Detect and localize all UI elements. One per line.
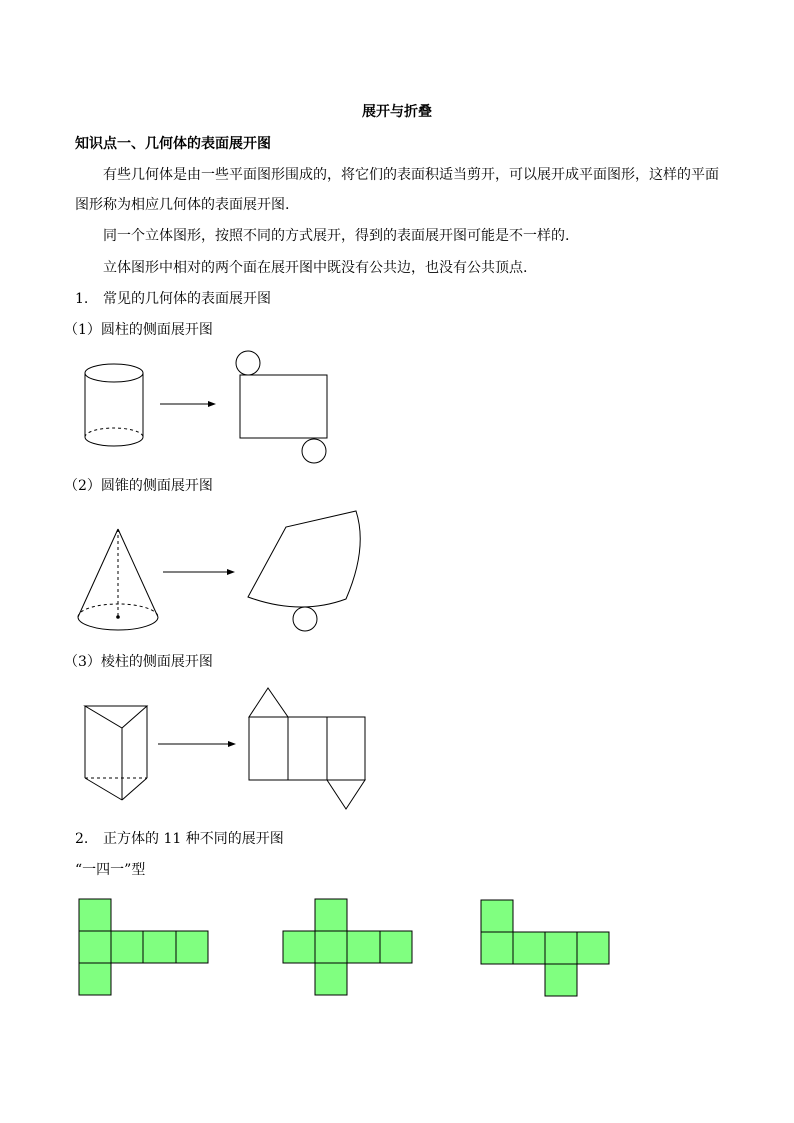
- cylinder-net-rectangle: [240, 375, 327, 438]
- cube-net-square: [513, 932, 545, 964]
- item-1-number: 1.: [75, 291, 89, 307]
- cube-net-square: [545, 932, 577, 964]
- cone-left-edge: [78, 529, 118, 617]
- prism-bottom-right: [122, 778, 147, 800]
- cylinder-net-bottom-circle: [302, 439, 326, 463]
- cone-base-front: [78, 617, 158, 630]
- section-heading: 知识点一、几何体的表面展开图: [75, 136, 271, 152]
- cube-net-square: [481, 900, 513, 932]
- prism-net-bottom-triangle: [327, 780, 365, 809]
- cube-net-square: [79, 899, 111, 931]
- item-1-text: 常见的几何体的表面展开图: [103, 291, 271, 307]
- cylinder-arrow-head: [208, 401, 216, 407]
- cylinder-net-top-circle: [236, 351, 260, 375]
- cube-net-1: [79, 899, 208, 995]
- net-type-label: “一四一”型: [75, 862, 146, 878]
- cone-net-base-circle: [293, 607, 317, 631]
- cone-right-edge: [118, 529, 158, 617]
- page-title: 展开与折叠: [362, 104, 432, 120]
- cube-net-square: [315, 963, 347, 995]
- cube-net-square: [143, 931, 176, 963]
- item-2-text: 正方体的 11 种不同的展开图: [103, 831, 284, 847]
- cube-net-square: [315, 899, 347, 931]
- prism-net-face-2: [288, 717, 327, 780]
- prism-net-top-triangle: [249, 688, 288, 717]
- prism-net-face-1: [249, 717, 288, 780]
- cube-net-square: [79, 963, 111, 995]
- cube-net-square: [79, 931, 111, 963]
- cube-net-2: [283, 899, 412, 995]
- cylinder-bottom-front: [85, 437, 143, 446]
- cube-net-square: [176, 931, 208, 963]
- cone-base-center-dot: [116, 615, 120, 619]
- cylinder-bottom-back: [85, 428, 143, 437]
- cylinder-top-ellipse: [85, 364, 143, 382]
- prism-arrow-head: [228, 741, 236, 747]
- cube-net-square: [283, 931, 315, 963]
- prism-top-face: [85, 706, 147, 728]
- cone-net-sector: [248, 511, 360, 607]
- cube-net-square: [545, 964, 577, 996]
- cube-net-square: [111, 931, 143, 963]
- subheading-prism: （3）棱柱的侧面展开图: [64, 654, 213, 670]
- cube-net-square: [577, 932, 609, 964]
- cone-base-back: [78, 604, 158, 617]
- prism-net-face-3: [327, 717, 365, 780]
- cube-net-3: [481, 900, 609, 996]
- item-2-number: 2.: [75, 831, 89, 847]
- subheading-cone: （2）圆锥的侧面展开图: [64, 478, 213, 494]
- cube-net-square: [347, 931, 380, 963]
- cube-net-square: [481, 932, 513, 964]
- cube-net-square: [380, 931, 412, 963]
- subheading-cylinder: （1）圆柱的侧面展开图: [64, 322, 213, 338]
- prism-bottom-left: [85, 778, 122, 800]
- cube-net-square: [315, 931, 347, 963]
- paragraph-1-line-2: 图形称为相应几何体的表面展开图.: [75, 197, 290, 213]
- paragraph-3: 立体图形中相对的两个面在展开图中既没有公共边，也没有公共顶点.: [103, 260, 528, 276]
- paragraph-1-line-1: 有些几何体是由一些平面图形围成的，将它们的表面积适当剪开，可以展开成平面图形，这样的平面: [103, 167, 719, 183]
- cone-arrow-head: [227, 569, 235, 575]
- paragraph-2: 同一个立体图形，按照不同的方式展开，得到的表面展开图可能是不一样的.: [103, 228, 570, 244]
